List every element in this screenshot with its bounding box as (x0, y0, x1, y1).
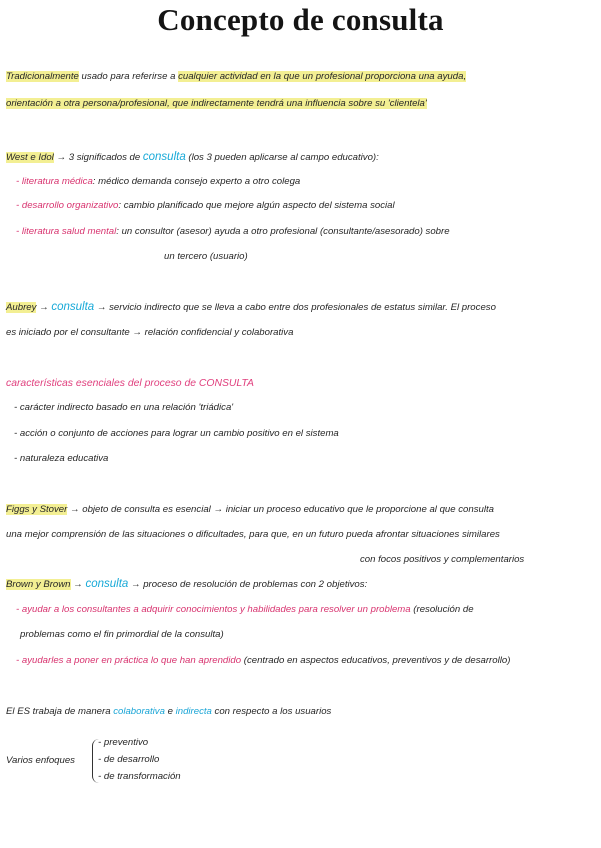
west-item-2 (16, 199, 395, 213)
west-item-3-label: - literatura salud mental (16, 226, 117, 237)
enfoque-desarrollo: - de desarrollo (98, 754, 160, 765)
brown-item-1-text: (resolución de (410, 604, 474, 615)
es-text-3: con respecto a los usuarios (211, 706, 332, 717)
brown-author: Brown y Brown (6, 579, 71, 590)
west-text: → 3 significados de (53, 152, 143, 163)
west-text-2: (los 3 pueden aplicarse al campo educativo): (185, 152, 379, 163)
es-line (6, 705, 331, 719)
west-item-3-cont: un tercero (usuario) (164, 251, 248, 262)
intro-line-1 (6, 70, 466, 84)
aubrey-term: consulta (51, 301, 95, 313)
west-item-1-label: - literatura médica (16, 176, 93, 187)
intro-highlight-definition-cont: orientación a otra persona/profesional, que indirectamente tendrá una influencia sobre su 'clientela' (6, 98, 427, 109)
aubrey-line-1 (6, 300, 496, 315)
west-term: consulta (142, 151, 186, 163)
es-term-colaborativa: colaborativa (113, 706, 165, 717)
enfoque-transformacion: - de transformación (98, 771, 181, 782)
caract-item-1: - carácter indirecto basado en una relación 'triádica' (14, 402, 234, 413)
west-item-3-text: : un consultor (asesor) ayuda a otro profesional (consultante/asesorado) sobre (116, 226, 450, 237)
aubrey-text: → servicio indirecto que se lleva a cabo entre dos profesionales de estatus similar. El proceso (94, 302, 496, 313)
es-text-2: e (164, 706, 176, 717)
intro-text: usado para referirse a (78, 71, 179, 82)
intro-highlight-definition: cualquier actividad en la que un profesional proporciona una ayuda, (178, 71, 467, 82)
es-text-1: El ES trabaja de manera (6, 706, 114, 717)
page-title: Concepto de consulta (157, 2, 444, 37)
west-item-1 (16, 175, 300, 189)
figgs-author: Figgs y Stover (6, 504, 68, 515)
west-line (6, 150, 379, 165)
figgs-note: con focos positivos y complementarios (360, 554, 525, 565)
enfoques-label: Varios enfoques (6, 755, 75, 766)
brown-text: → proceso de resolución de problemas con 2 objetivos: (128, 579, 368, 590)
brown-item-2 (16, 654, 510, 668)
figgs-line-1 (6, 503, 494, 517)
intro-highlight-tradicionalmente: Tradicionalmente (6, 71, 79, 82)
brown-item-1 (16, 603, 474, 617)
intro-line-2 (6, 97, 427, 111)
aubrey-author: Aubrey (6, 302, 37, 313)
caract-item-3: - naturaleza educativa (14, 453, 109, 464)
west-item-2-label: - desarrollo organizativo (16, 200, 119, 211)
aubrey-line-2: es iniciado por el consultante → relación confidencial y colaborativa (6, 327, 294, 338)
figgs-line-2: una mejor comprensión de las situaciones o dificultades, para que, en un futuro pueda afrontar situaciones similares (6, 529, 500, 540)
brown-item-1-label: - ayudar a los consultantes a adquirir conocimientos y habilidades para resolver un problema (16, 604, 411, 615)
brown-line (6, 577, 367, 592)
brown-item-2-label: - ayudarles a poner en práctica lo que han aprendido (16, 655, 242, 666)
figgs-text: → objeto de consulta es esencial → iniciar un proceso educativo que le proporcione al que consulta (67, 504, 494, 515)
caract-item-2: - acción o conjunto de acciones para lograr un cambio positivo en el sistema (14, 428, 339, 439)
west-item-1-text: : médico demanda consejo experto a otro colega (92, 176, 301, 187)
enfoque-preventivo: - preventivo (98, 737, 149, 748)
es-term-indirecta: indirecta (175, 706, 212, 717)
west-item-2-text: : cambio planificado que mejore algún aspecto del sistema social (118, 200, 395, 211)
brown-term: consulta (85, 578, 129, 590)
brown-arrow: → (70, 579, 86, 590)
brown-item-1-cont: problemas como el fin primordial de la consulta) (20, 629, 224, 640)
west-item-3 (16, 225, 450, 239)
brown-item-2-text: (centrado en aspectos educativos, preventivos y de desarrollo) (241, 655, 511, 666)
west-author: West e Idol (6, 152, 54, 163)
aubrey-arrow: → (36, 302, 52, 313)
caract-heading: características esenciales del proceso de CONSULTA (6, 378, 254, 389)
